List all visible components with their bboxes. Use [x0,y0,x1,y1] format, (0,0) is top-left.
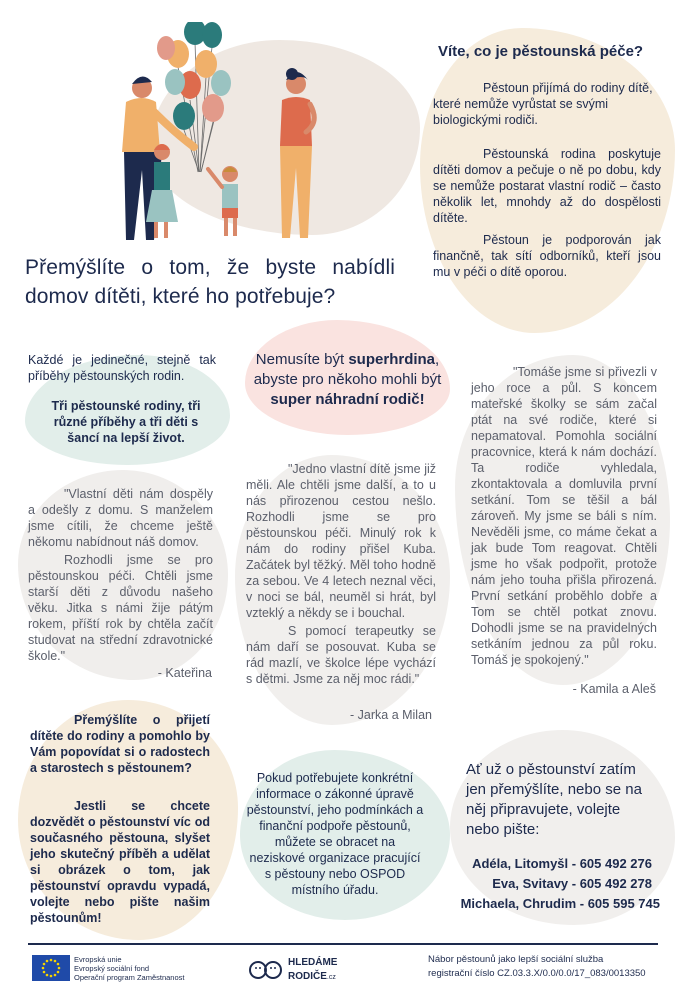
foster-info-p1: Pěstoun přijímá do rodiny dítě, které nemůže vyrůstat se svými biologickými rodiči. [433,81,653,127]
eu-line3: Operační program Zaměstnanost [74,973,185,982]
eu-text [74,955,214,982]
consider-body: Jestli se chcete dozvědět o pěstounství víc od současného pěstouna, slyšet jeho skutečný příběh a udělat si obrázek o tom, jak pěstounství opravdu vypadá, volejte nebo pište našim pěstounům! [30,799,210,925]
foster-info-p3: Pěstoun je podporován jak finančně, tak sítí odborníků, kteří jsou mu v péči o dítě oporou. [433,233,661,279]
project-info [428,953,663,981]
family-with-balloons-icon [80,22,350,244]
story1-p1: "Vlastní děti nám dospěly a odešly z domu. S manželem jsme cítili, že chceme ještě někomu nabídnout náš domov. [28,487,213,549]
story3-p1: "Tomáše jsme si přivezli v jeho roce a půl. S koncem mateřské školky se sám začal ptát na své rodiče, které si nepamatoval. Pomohla sociální pracovnice, která k nám dochází. Ta rodiče vyhledala, zkontaktovala a domluvila první setkání. Tom se těšil a bál zároveň. My jsme se báli s ním. Nevěděli jsme, co máme čekat a jak bude Tom reagovat. Chtěli jsme ho však podpořit, protože nám jeho touha přišla přirozená. První setkání proběhlo dobře a Tom se chtěl potkat znovu. Dohodli jsme se na pravidelných setkáním jednou za půl roku. Tomáš je spokojený." [471,365,657,667]
story1-signature: - Kateřina [157,666,212,680]
story2-text [246,461,436,693]
eu-line1: Evropská unie [74,955,122,964]
superhero-b1: superhrdina [348,351,436,368]
superhero-text [235,350,460,410]
superhero-b2: super náhradní rodič! [270,391,425,408]
contact-item-adela[interactable]: Adéla, Litomyšl - 605 492 276 [472,856,652,871]
intro-line: Každé je jedinečné, stejně tak příběhy pěstounských rodin. [28,353,216,383]
eu-stars-icon [32,955,70,981]
logo-suffix: .cz [326,974,336,981]
family-illustration [80,22,350,244]
logo-line1: HLEDÁME [288,957,338,968]
footer-divider [28,943,658,945]
story3-text [471,364,657,674]
superhero-mid: , abyste pro někoho mohli být [253,351,442,388]
faces-icon [248,959,284,981]
story1-p2: Rozhodli jsme se pro pěstounskou péči. Chtěli jsme starší děti z důvodu našeho věku. Jitka s námi žije pátým rokem, příští rok by chtěla začít studovat na střední zdravotnické škole." [28,553,213,663]
foster-info-p2: Pěstounská rodina poskytuje dítěti domov a pečuje o ně po dobu, kdy se nemůže postarat vlastní rodič – často několik let, mnohdy až do dospělosti dítěte. [433,147,661,225]
eu-line2: Evropský sociální fond [74,964,150,973]
superhero-pre: Nemusíte být [255,351,349,368]
project-line2: registrační číslo CZ.03.3.X/0.0/0.0/17_083/0013350 [428,968,646,979]
contacts-heading: Ať už o pěstounství zatím jen přemýšlíte, nebo se na něj připravujete, volejte nebo pište: [466,761,642,838]
project-line1: Nábor pěstounů jako lepší sociální služba [428,954,604,965]
intro-bold: Tři pěstounské rodiny, tři různé příběhy a tři děti s šancí na lepší život. [51,399,201,445]
contacts-list [445,854,660,914]
story1-text [28,486,213,670]
foster-info-text [433,80,661,286]
info-box-text: Pokud potřebujete konkrétní informace o zákonné úpravě pěstounství, jeho podmínkách a finanční podpoře pěstounů, můžete se obracet na neziskové organizace pracující s pěstouny nebo OSPOD místního úřadu. [246,771,424,897]
story2-signature: - Jarka a Milan [350,708,432,722]
foster-info-heading: Víte, co je pěstounská péče? [438,43,644,60]
hledame-rodice-logo [248,957,358,983]
story3-signature: - Kamila a Aleš [572,682,656,696]
story2-p2: S pomocí terapeutky se nám daří se posouvat. Kuba se rád mazlí, ve školce lépe vychází s dětmi. Jsme za něj moc rádi." [246,624,436,686]
contact-item-eva[interactable]: Eva, Svitavy - 605 492 278 [492,876,652,891]
contact-item-michaela[interactable]: Michaela, Chrudim - 605 595 745 [460,896,660,911]
story2-p1: "Jedno vlastní dítě jsme již měli. Ale chtěli jsme další, a to u nás přirozenou cestou nešlo. Rozhodli jsme se pro pěstounskou péči. Minulý rok k nám do rodiny přišel Kuba. Začátek byl těžký. Měl toho hodně za sebou. Ve 4 letech neznal věci, v noci se bál, neuměl si hrát, byl vzteklý a někdy se i bouchal. [246,462,436,620]
consider-heading: Přemýšlíte o přijetí dítěte do rodiny a pomohlo by Vám popovídat si o radostech a starostech s pěstounem? [30,713,210,775]
main-title: Přemýšlíte o tom, že byste nabídli domov dítěti, které ho potřebuje? [25,256,395,308]
eu-flag-icon [32,955,70,981]
logo-line2: RODIČE [288,971,327,982]
logo-line2-wrap [288,969,336,984]
